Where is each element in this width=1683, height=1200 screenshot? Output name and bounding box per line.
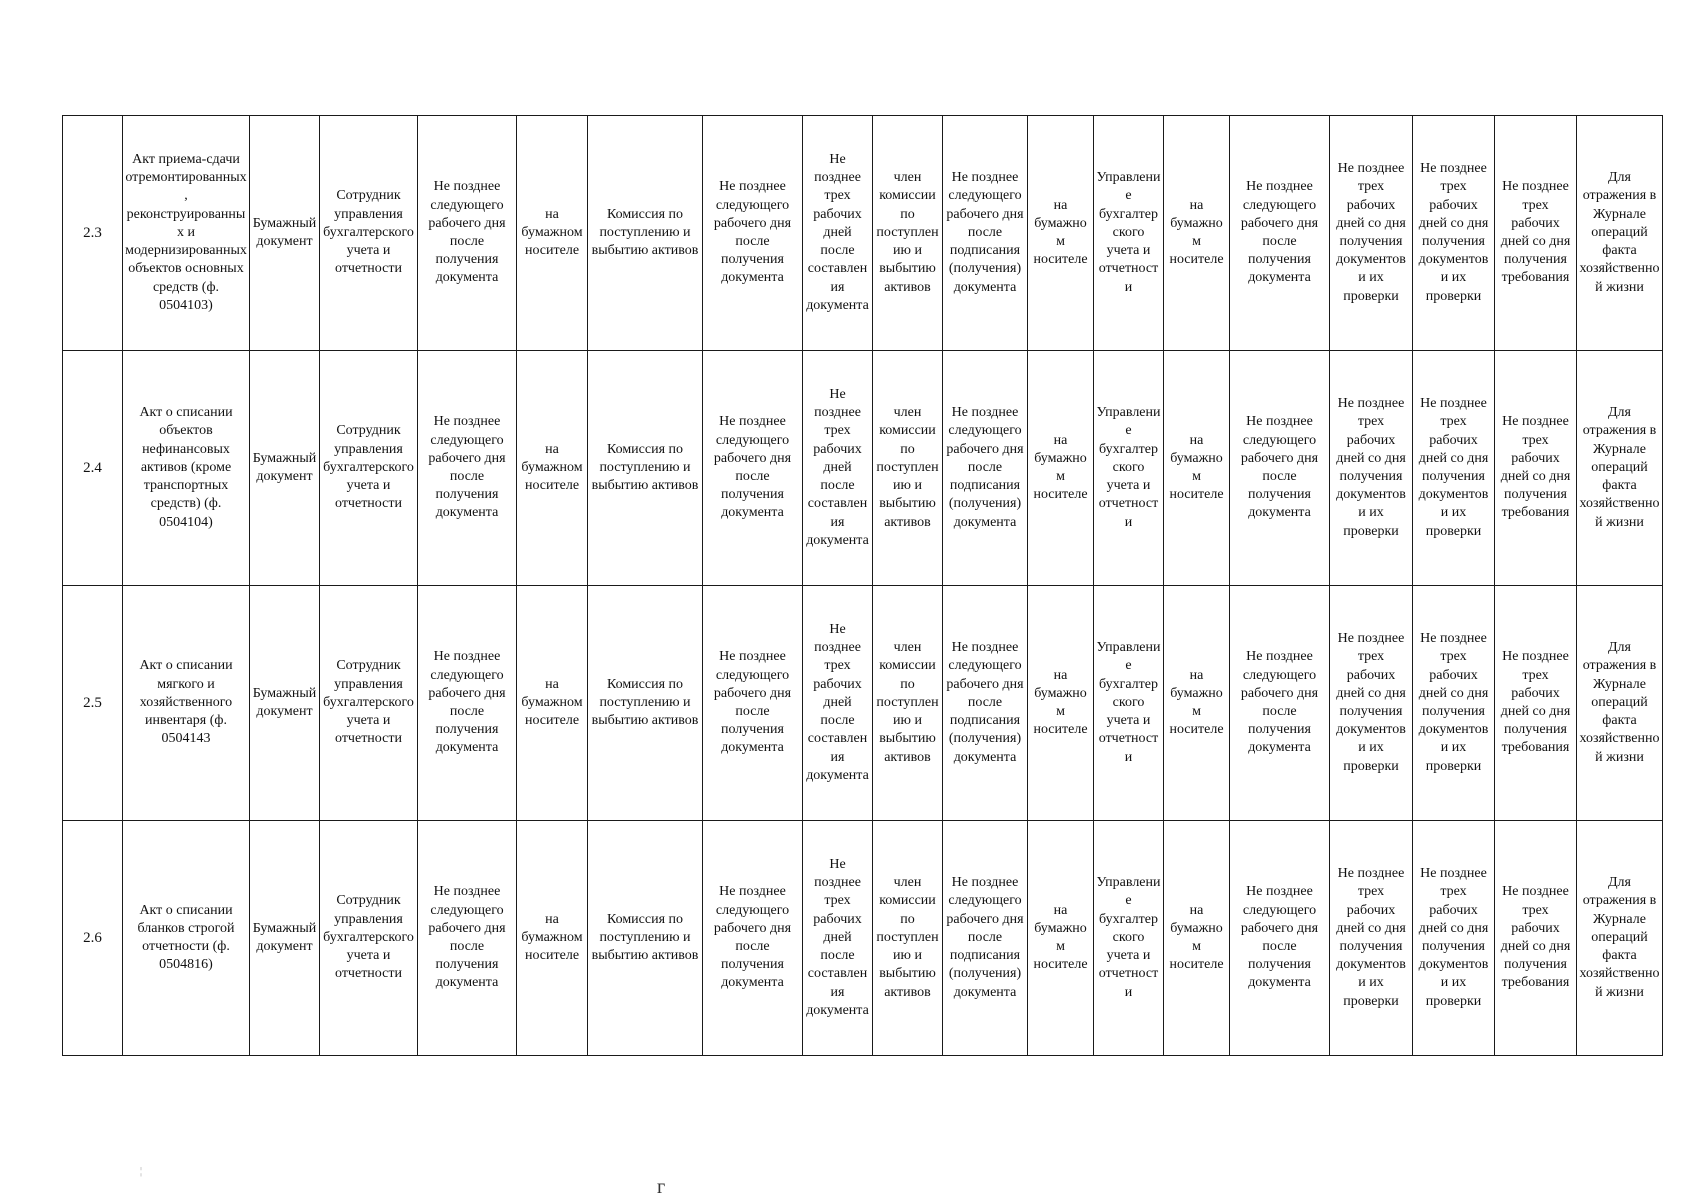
cell-receive-term: Не позднее следующего рабочего дня после получения документа xyxy=(1230,821,1330,1056)
cell-creation-carrier: на бумажном носителе xyxy=(517,586,588,821)
cell-creation-term: Не позднее следующего рабочего дня после получения документа xyxy=(418,821,517,1056)
cell-purpose: Для отражения в Журнале операций факта хозяйственной жизни xyxy=(1577,116,1663,351)
cell-receiver: Управление бухгалтерского учета и отчетности xyxy=(1094,351,1164,586)
cell-signer: Комиссия по поступлению и выбытию активов xyxy=(588,116,703,351)
cell-member: член комиссии по поступлению и выбытию активов xyxy=(873,116,943,351)
cell-document-name: Акт о списании объектов нефинансовых активов (кроме транспортных средств) (ф. 0504104) xyxy=(123,351,250,586)
cell-receiver: Управление бухгалтерского учета и отчетности xyxy=(1094,586,1164,821)
cell-signing-term: Не позднее следующего рабочего дня после получения документа xyxy=(703,821,803,1056)
cell-document-name: Акт приема-сдачи отремонтированных, реконструированных и модернизированных объектов основных средств (ф. 0504103) xyxy=(123,116,250,351)
scan-mark-large: г xyxy=(657,1176,666,1198)
cell-creation-term: Не позднее следующего рабочего дня после получения документа xyxy=(418,351,517,586)
cell-purpose: Для отражения в Журнале операций факта хозяйственной жизни xyxy=(1577,821,1663,1056)
cell-creation-carrier: на бумажном носителе xyxy=(517,351,588,586)
cell-row-number: 2.4 xyxy=(63,351,123,586)
cell-transfer-carrier: на бумажном носителе xyxy=(1028,351,1094,586)
cell-check-term-1: Не позднее трех рабочих дней со дня получения документов и их проверки xyxy=(1330,116,1413,351)
cell-receive-term: Не позднее следующего рабочего дня после получения документа xyxy=(1230,586,1330,821)
cell-check-term-2: Не позднее трех рабочих дней со дня получения документов и их проверки xyxy=(1413,116,1495,351)
cell-row-number: 2.6 xyxy=(63,821,123,1056)
cell-transfer-carrier: на бумажном носителе xyxy=(1028,821,1094,1056)
cell-count-term: Не позднее трех рабочих дней после составления документа xyxy=(803,821,873,1056)
cell-document-name: Акт о списании мягкого и хозяйственного инвентаря (ф. 0504143 xyxy=(123,586,250,821)
cell-count-term: Не позднее трех рабочих дней после составления документа xyxy=(803,116,873,351)
cell-transfer-term: Не позднее следующего рабочего дня после подписания (получения) документа xyxy=(943,116,1028,351)
cell-receive-term: Не позднее следующего рабочего дня после получения документа xyxy=(1230,351,1330,586)
cell-document-form: Бумажный документ xyxy=(250,821,320,1056)
cell-receiver: Управление бухгалтерского учета и отчетности xyxy=(1094,821,1164,1056)
cell-creator: Сотрудник управления бухгалтерского учета и отчетности xyxy=(320,821,418,1056)
cell-transfer-carrier: на бумажном носителе xyxy=(1028,116,1094,351)
cell-document-form: Бумажный документ xyxy=(250,586,320,821)
cell-member: член комиссии по поступлению и выбытию активов xyxy=(873,821,943,1056)
cell-transfer-term: Не позднее следующего рабочего дня после подписания (получения) документа xyxy=(943,586,1028,821)
cell-signer: Комиссия по поступлению и выбытию активов xyxy=(588,586,703,821)
cell-signer: Комиссия по поступлению и выбытию активов xyxy=(588,821,703,1056)
cell-check-term-2: Не позднее трех рабочих дней со дня получения документов и их проверки xyxy=(1413,821,1495,1056)
cell-receive-carrier: на бумажном носителе xyxy=(1164,586,1230,821)
table-row xyxy=(63,116,1663,351)
document-workflow-table xyxy=(62,115,1663,1056)
cell-transfer-term: Не позднее следующего рабочего дня после подписания (получения) документа xyxy=(943,351,1028,586)
cell-creator: Сотрудник управления бухгалтерского учета и отчетности xyxy=(320,586,418,821)
table-row xyxy=(63,821,1663,1056)
cell-count-term: Не позднее трех рабочих дней после составления документа xyxy=(803,351,873,586)
cell-document-form: Бумажный документ xyxy=(250,351,320,586)
cell-check-term-2: Не позднее трех рабочих дней со дня получения документов и их проверки xyxy=(1413,586,1495,821)
cell-creation-carrier: на бумажном носителе xyxy=(517,821,588,1056)
cell-row-number: 2.3 xyxy=(63,116,123,351)
cell-receiver: Управление бухгалтерского учета и отчетности xyxy=(1094,116,1164,351)
cell-member: член комиссии по поступлению и выбытию активов xyxy=(873,586,943,821)
cell-check-term-3: Не позднее трех рабочих дней со дня получения требования xyxy=(1495,351,1577,586)
cell-creation-term: Не позднее следующего рабочего дня после получения документа xyxy=(418,586,517,821)
cell-count-term: Не позднее трех рабочих дней после составления документа xyxy=(803,586,873,821)
cell-creation-term: Не позднее следующего рабочего дня после получения документа xyxy=(418,116,517,351)
cell-check-term-1: Не позднее трех рабочих дней со дня получения документов и их проверки xyxy=(1330,351,1413,586)
cell-receive-carrier: на бумажном носителе xyxy=(1164,116,1230,351)
cell-transfer-carrier: на бумажном носителе xyxy=(1028,586,1094,821)
cell-receive-carrier: на бумажном носителе xyxy=(1164,821,1230,1056)
cell-signing-term: Не позднее следующего рабочего дня после получения документа xyxy=(703,586,803,821)
cell-purpose: Для отражения в Журнале операций факта хозяйственной жизни xyxy=(1577,351,1663,586)
cell-signer: Комиссия по поступлению и выбытию активов xyxy=(588,351,703,586)
cell-purpose: Для отражения в Журнале операций факта хозяйственной жизни xyxy=(1577,586,1663,821)
cell-row-number: 2.5 xyxy=(63,586,123,821)
cell-signing-term: Не позднее следующего рабочего дня после получения документа xyxy=(703,351,803,586)
table-row xyxy=(63,586,1663,821)
cell-check-term-3: Не позднее трех рабочих дней со дня получения требования xyxy=(1495,586,1577,821)
cell-creation-carrier: на бумажном носителе xyxy=(517,116,588,351)
cell-creator: Сотрудник управления бухгалтерского учета и отчетности xyxy=(320,351,418,586)
cell-check-term-1: Не позднее трех рабочих дней со дня получения документов и их проверки xyxy=(1330,821,1413,1056)
cell-transfer-term: Не позднее следующего рабочего дня после подписания (получения) документа xyxy=(943,821,1028,1056)
table-row xyxy=(63,351,1663,586)
cell-signing-term: Не позднее следующего рабочего дня после получения документа xyxy=(703,116,803,351)
cell-creator: Сотрудник управления бухгалтерского учета и отчетности xyxy=(320,116,418,351)
cell-member: член комиссии по поступлению и выбытию активов xyxy=(873,351,943,586)
cell-receive-carrier: на бумажном носителе xyxy=(1164,351,1230,586)
cell-check-term-3: Не позднее трех рабочих дней со дня получения требования xyxy=(1495,821,1577,1056)
cell-check-term-3: Не позднее трех рабочих дней со дня получения требования xyxy=(1495,116,1577,351)
cell-receive-term: Не позднее следующего рабочего дня после получения документа xyxy=(1230,116,1330,351)
cell-document-name: Акт о списании бланков строгой отчетности (ф. 0504816) xyxy=(123,821,250,1056)
cell-document-form: Бумажный документ xyxy=(250,116,320,351)
cell-check-term-1: Не позднее трех рабочих дней со дня получения документов и их проверки xyxy=(1330,586,1413,821)
cell-check-term-2: Не позднее трех рабочих дней со дня получения документов и их проверки xyxy=(1413,351,1495,586)
scan-mark-small: ¦ xyxy=(140,1166,143,1177)
